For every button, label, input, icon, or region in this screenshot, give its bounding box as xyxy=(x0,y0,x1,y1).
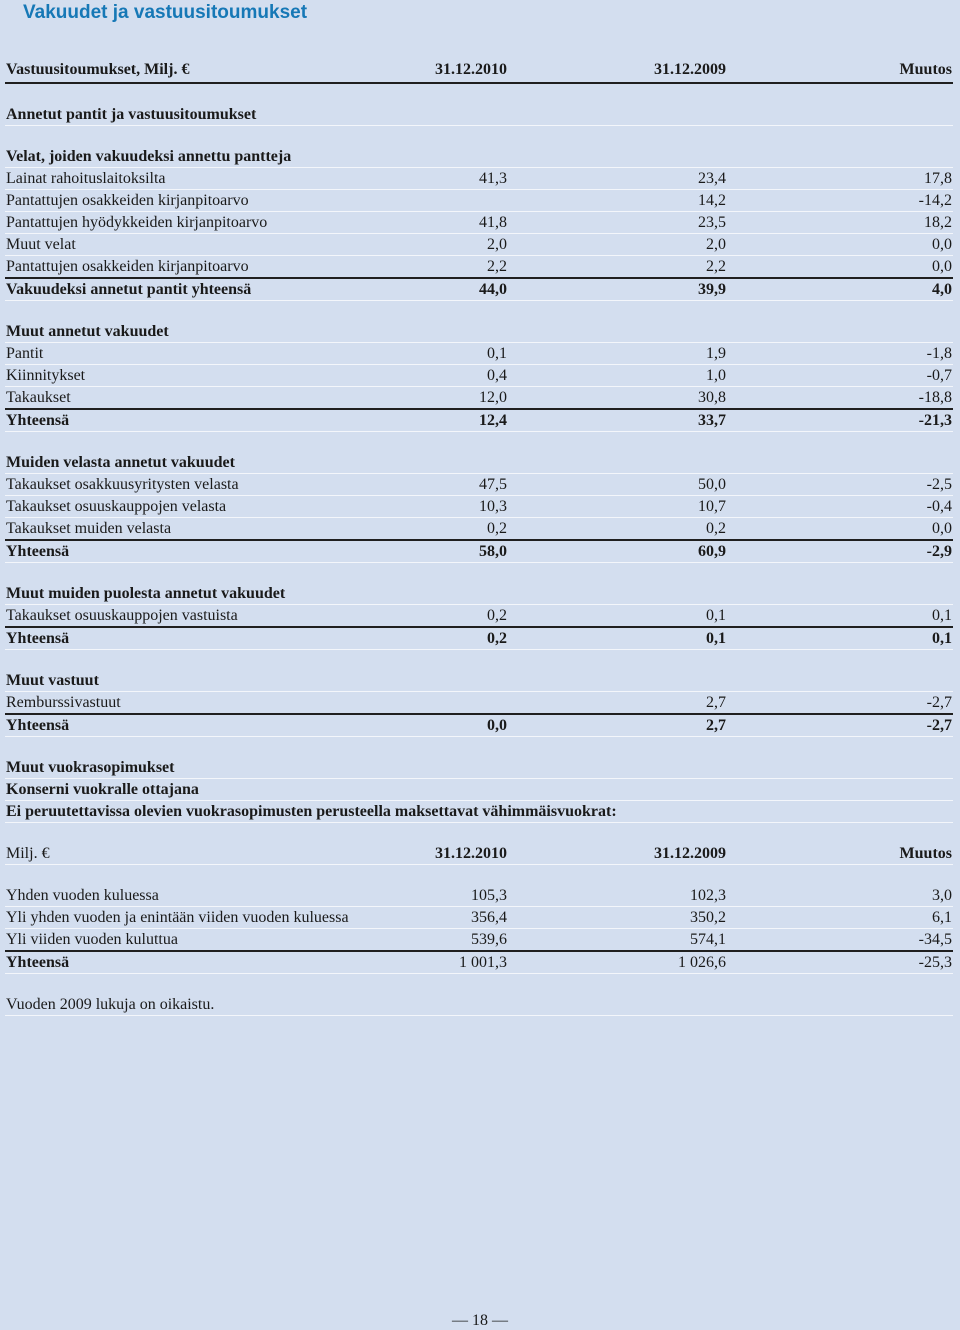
change xyxy=(727,301,953,322)
change: 18,2 xyxy=(727,212,953,234)
change xyxy=(727,779,953,801)
change: -14,2 xyxy=(727,190,953,212)
value-2010: 31.12.2010 xyxy=(377,56,508,83)
change xyxy=(727,974,953,995)
change xyxy=(727,737,953,758)
table-row xyxy=(5,496,953,518)
total-row xyxy=(5,409,953,432)
change: -34,5 xyxy=(727,929,953,952)
total-row xyxy=(5,951,953,974)
change xyxy=(727,432,953,453)
row-label: Pantattujen hyödykkeiden kirjanpitoarvo xyxy=(5,212,377,234)
row-label: Ei peruutettavissa olevien vuokrasopimusten perusteella maksettavat vähimmäisvuokrat: xyxy=(5,801,377,823)
value-2009 xyxy=(508,452,727,474)
value-2009 xyxy=(508,301,727,322)
value-2010: 44,0 xyxy=(377,278,508,301)
change: -2,5 xyxy=(727,474,953,496)
value-2010: 0,1 xyxy=(377,343,508,365)
value-2010: 0,2 xyxy=(377,627,508,650)
value-2010 xyxy=(377,452,508,474)
section-title: Vakuudet ja vastuusitoumukset xyxy=(23,2,308,23)
row-label xyxy=(5,432,377,453)
value-2009: 1 026,6 xyxy=(508,951,727,974)
change: 0,0 xyxy=(727,234,953,256)
row-label: Remburssivastuut xyxy=(5,692,377,715)
change xyxy=(727,801,953,823)
value-2009: 0,1 xyxy=(508,605,727,628)
table-row xyxy=(5,605,953,628)
value-2009: 102,3 xyxy=(508,885,727,907)
value-2009: 30,8 xyxy=(508,387,727,410)
lease-row xyxy=(5,929,953,952)
row-label: Konserni vuokralle ottajana xyxy=(5,779,377,801)
change: -2,7 xyxy=(727,692,953,715)
change: 0,0 xyxy=(727,518,953,541)
table-row xyxy=(5,518,953,541)
change: -0,4 xyxy=(727,496,953,518)
row-label: Muiden velasta annetut vakuudet xyxy=(5,452,377,474)
lease-row xyxy=(5,907,953,929)
commitments-table-body xyxy=(5,56,953,1016)
value-2009: 60,9 xyxy=(508,540,727,563)
value-2009 xyxy=(508,321,727,343)
row-label: Annetut pantit ja vastuusitoumukset xyxy=(5,104,377,126)
value-2010: 0,2 xyxy=(377,605,508,628)
value-2010: 2,2 xyxy=(377,256,508,279)
value-2010 xyxy=(377,563,508,584)
lease-header-row xyxy=(5,843,953,865)
change: 0,1 xyxy=(727,627,953,650)
spacer-row xyxy=(5,650,953,671)
change xyxy=(727,823,953,844)
value-2010 xyxy=(377,190,508,212)
row-label: Yhteensä xyxy=(5,540,377,563)
group-heading-row xyxy=(5,801,953,823)
group-heading-row xyxy=(5,321,953,343)
row-label xyxy=(5,301,377,322)
value-2010 xyxy=(377,779,508,801)
value-2010: 12,0 xyxy=(377,387,508,410)
row-label: Pantattujen osakkeiden kirjanpitoarvo xyxy=(5,190,377,212)
group-heading-row xyxy=(5,670,953,692)
value-2010 xyxy=(377,583,508,605)
value-2010 xyxy=(377,692,508,715)
change: Muutos xyxy=(727,56,953,83)
row-label: Takaukset xyxy=(5,387,377,410)
value-2009: 33,7 xyxy=(508,409,727,432)
value-2009 xyxy=(508,823,727,844)
value-2009: 23,5 xyxy=(508,212,727,234)
total-row xyxy=(5,278,953,301)
group-heading-row xyxy=(5,104,953,126)
page-number: — 18 — xyxy=(452,1312,508,1329)
row-label: Kiinnitykset xyxy=(5,365,377,387)
row-label: Pantit xyxy=(5,343,377,365)
value-2009: 31.12.2009 xyxy=(508,56,727,83)
change: 3,0 xyxy=(727,885,953,907)
value-2010: 356,4 xyxy=(377,907,508,929)
row-label: Yhteensä xyxy=(5,714,377,737)
spacer-row xyxy=(5,865,953,886)
change xyxy=(727,452,953,474)
change xyxy=(727,583,953,605)
change: -25,3 xyxy=(727,951,953,974)
row-label xyxy=(5,650,377,671)
value-2010: 0,4 xyxy=(377,365,508,387)
value-2009: 50,0 xyxy=(508,474,727,496)
footnote-row xyxy=(5,994,953,1016)
lease-row xyxy=(5,885,953,907)
group-heading-row xyxy=(5,146,953,168)
row-label xyxy=(5,737,377,758)
value-2009: 0,1 xyxy=(508,627,727,650)
value-2009 xyxy=(508,757,727,779)
change: 4,0 xyxy=(727,278,953,301)
value-2009 xyxy=(508,104,727,126)
spacer-row xyxy=(5,563,953,584)
table-row xyxy=(5,234,953,256)
row-label xyxy=(5,126,377,147)
row-label: Muut velat xyxy=(5,234,377,256)
table-row xyxy=(5,692,953,715)
table-row xyxy=(5,256,953,279)
change: -2,9 xyxy=(727,540,953,563)
row-label xyxy=(5,823,377,844)
value-2010: 2,0 xyxy=(377,234,508,256)
row-label: Vakuudeksi annetut pantit yhteensä xyxy=(5,278,377,301)
value-2010: 41,3 xyxy=(377,168,508,190)
change: Muutos xyxy=(727,843,953,865)
value-2009: 31.12.2009 xyxy=(508,843,727,865)
row-label: Takaukset muiden velasta xyxy=(5,518,377,541)
change: 0,1 xyxy=(727,605,953,628)
row-label: Yhteensä xyxy=(5,951,377,974)
value-2010: 47,5 xyxy=(377,474,508,496)
spacer-row xyxy=(5,432,953,453)
change xyxy=(727,757,953,779)
value-2010 xyxy=(377,670,508,692)
table-row xyxy=(5,190,953,212)
change xyxy=(727,563,953,584)
spacer-row xyxy=(5,737,953,758)
value-2009 xyxy=(508,583,727,605)
row-label xyxy=(5,563,377,584)
value-2009: 1,9 xyxy=(508,343,727,365)
row-label: Vastuusitoumukset, Milj. € xyxy=(5,56,377,83)
value-2010: 1 001,3 xyxy=(377,951,508,974)
row-label: Takaukset osakkuusyritysten velasta xyxy=(5,474,377,496)
row-label: Yhden vuoden kuluessa xyxy=(5,885,377,907)
value-2009: 0,2 xyxy=(508,518,727,541)
value-2009: 2,2 xyxy=(508,256,727,279)
value-2009: 39,9 xyxy=(508,278,727,301)
value-2010 xyxy=(377,823,508,844)
table-row xyxy=(5,343,953,365)
value-2010 xyxy=(377,104,508,126)
value-2010 xyxy=(377,321,508,343)
value-2010: 0,0 xyxy=(377,714,508,737)
value-2009 xyxy=(508,83,727,104)
change: -0,7 xyxy=(727,365,953,387)
total-row xyxy=(5,714,953,737)
table-row xyxy=(5,168,953,190)
spacer-row xyxy=(5,974,953,995)
change xyxy=(727,650,953,671)
value-2010 xyxy=(377,737,508,758)
value-2009 xyxy=(508,737,727,758)
value-2009 xyxy=(508,650,727,671)
row-label: Takaukset osuuskauppojen vastuista xyxy=(5,605,377,628)
change: 6,1 xyxy=(727,907,953,929)
row-label xyxy=(5,83,377,104)
change: -1,8 xyxy=(727,343,953,365)
change xyxy=(727,670,953,692)
group-heading-row xyxy=(5,779,953,801)
change: 17,8 xyxy=(727,168,953,190)
change xyxy=(727,146,953,168)
change: -18,8 xyxy=(727,387,953,410)
value-2010 xyxy=(377,146,508,168)
row-label: Takaukset osuuskauppojen velasta xyxy=(5,496,377,518)
row-label: Lainat rahoituslaitoksilta xyxy=(5,168,377,190)
row-label: Milj. € xyxy=(5,843,377,865)
table-row xyxy=(5,212,953,234)
value-2009: 23,4 xyxy=(508,168,727,190)
value-2010 xyxy=(377,974,508,995)
row-label: Muut vuokrasopimukset xyxy=(5,757,377,779)
row-label: Velat, joiden vakuudeksi annettu pantteja xyxy=(5,146,377,168)
change: 0,0 xyxy=(727,256,953,279)
change xyxy=(727,321,953,343)
value-2009 xyxy=(508,126,727,147)
row-label xyxy=(5,865,377,886)
value-2010 xyxy=(377,83,508,104)
value-2010 xyxy=(377,865,508,886)
spacer-row xyxy=(5,301,953,322)
value-2009 xyxy=(508,974,727,995)
row-label: Yhteensä xyxy=(5,409,377,432)
change xyxy=(727,104,953,126)
value-2010 xyxy=(377,432,508,453)
change: -21,3 xyxy=(727,409,953,432)
group-heading-row xyxy=(5,757,953,779)
value-2009: 2,0 xyxy=(508,234,727,256)
value-2010 xyxy=(377,757,508,779)
value-2010: 31.12.2010 xyxy=(377,843,508,865)
value-2009: 2,7 xyxy=(508,692,727,715)
value-2010 xyxy=(377,650,508,671)
value-2010: 12,4 xyxy=(377,409,508,432)
row-label: Muut annetut vakuudet xyxy=(5,321,377,343)
value-2009: 1,0 xyxy=(508,365,727,387)
value-2009 xyxy=(508,670,727,692)
change xyxy=(727,865,953,886)
change: -2,7 xyxy=(727,714,953,737)
value-2010: 10,3 xyxy=(377,496,508,518)
table-row xyxy=(5,387,953,410)
value-2009: 574,1 xyxy=(508,929,727,952)
row-label: Muut muiden puolesta annetut vakuudet xyxy=(5,583,377,605)
value-2010: 539,6 xyxy=(377,929,508,952)
commitments-table xyxy=(5,56,953,1016)
row-label: Muut vastuut xyxy=(5,670,377,692)
value-2010: 105,3 xyxy=(377,885,508,907)
value-2009 xyxy=(508,865,727,886)
change xyxy=(727,126,953,147)
value-2009: 350,2 xyxy=(508,907,727,929)
value-2010: 58,0 xyxy=(377,540,508,563)
group-heading-row xyxy=(5,452,953,474)
value-2009 xyxy=(508,432,727,453)
spacer-row xyxy=(5,823,953,844)
value-2009 xyxy=(508,146,727,168)
value-2009 xyxy=(508,779,727,801)
value-2010 xyxy=(377,126,508,147)
header-row xyxy=(5,56,953,83)
value-2009: 10,7 xyxy=(508,496,727,518)
group-heading-row xyxy=(5,583,953,605)
value-2010: 41,8 xyxy=(377,212,508,234)
table-row xyxy=(5,365,953,387)
value-2009: 14,2 xyxy=(508,190,727,212)
total-row xyxy=(5,627,953,650)
row-label: Yli viiden vuoden kuluttua xyxy=(5,929,377,952)
footnote: Vuoden 2009 lukuja on oikaistu. xyxy=(5,994,953,1016)
change xyxy=(727,83,953,104)
row-label: Yli yhden vuoden ja enintään viiden vuoden kuluessa xyxy=(5,907,377,929)
value-2009 xyxy=(508,563,727,584)
value-2010: 0,2 xyxy=(377,518,508,541)
row-label: Pantattujen osakkeiden kirjanpitoarvo xyxy=(5,256,377,279)
total-row xyxy=(5,540,953,563)
table-row xyxy=(5,474,953,496)
spacer-row xyxy=(5,126,953,147)
value-2010 xyxy=(377,301,508,322)
row-label xyxy=(5,974,377,995)
value-2009: 2,7 xyxy=(508,714,727,737)
spacer-row xyxy=(5,83,953,104)
row-label: Yhteensä xyxy=(5,627,377,650)
